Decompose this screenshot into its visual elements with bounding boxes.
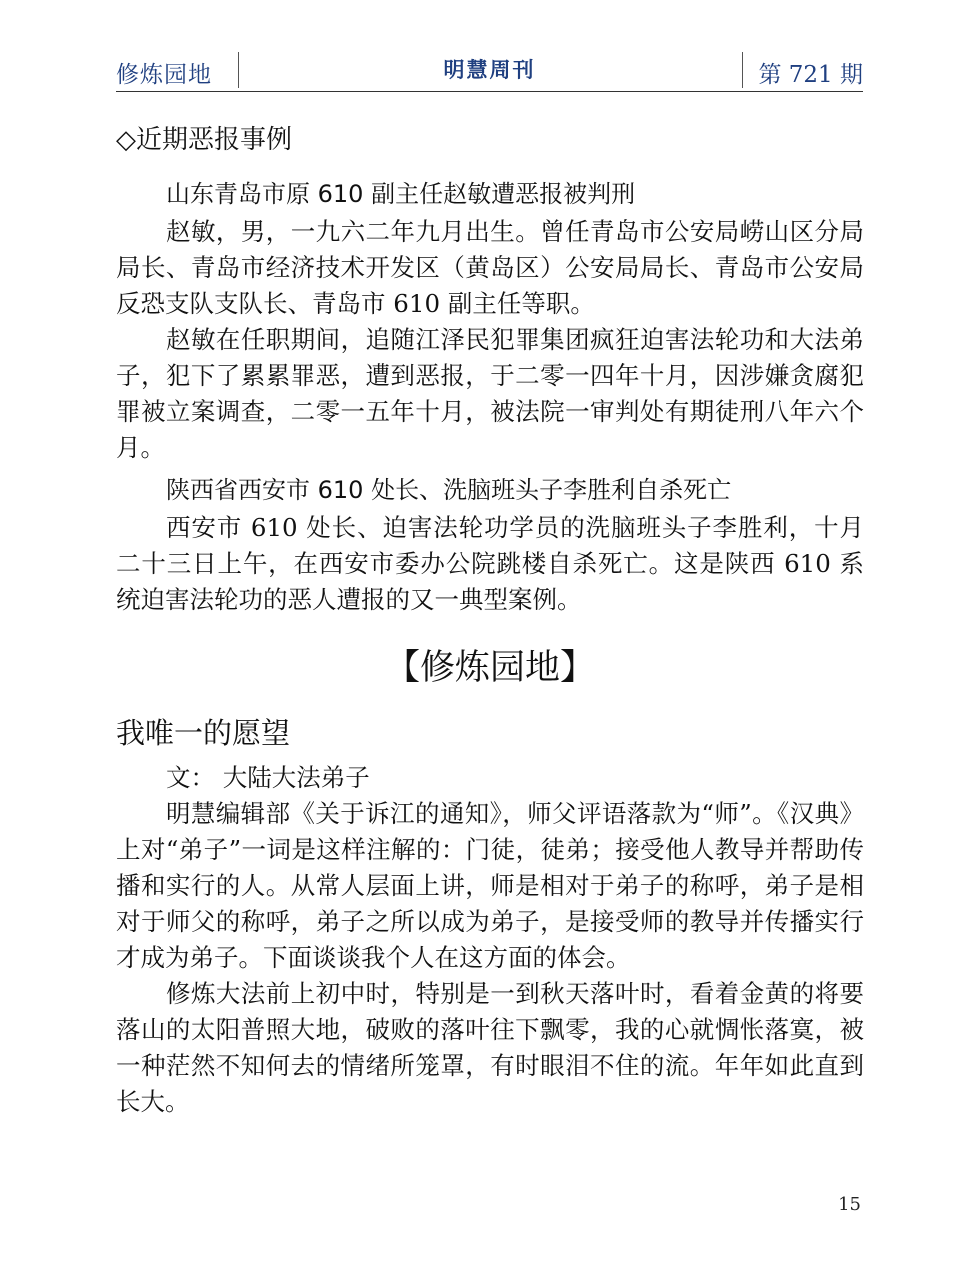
section-label: 修炼园地 (116, 62, 212, 88)
page-number: 15 (838, 1194, 861, 1215)
news-item-title: 山东青岛市原 610 副主任赵敏遭恶报被判刑 (166, 180, 636, 208)
news-paragraph: 西安市 610 处长、迫害法轮功学员的洗脑班头子李胜利，十月二十三日上午，在西安市委办公院跳楼自杀死亡。这是陕西 610 系统迫害法轮功的恶人遭报的又一典型案例。 (116, 513, 864, 614)
article-paragraph: 明慧编辑部《关于诉江的通知》，师父评语落款为“师”。《汉典》上对“弟子”一词是这样注解的：门徒，徒弟；接受他人教导并帮助传播和实行的人。从常人层面上讲，师是相对于弟子的称呼，弟子是相对于师父的称呼，弟子之所以成为弟子，是接受师的教导并传播实行才成为弟子。下面谈谈我个人在这方面的体会。 (116, 799, 864, 972)
article-title: 我唯一的愿望 (116, 716, 291, 750)
article-byline: 文： 大陆大法弟子 (166, 763, 370, 792)
news-paragraph: 赵敏，男，一九六二年九月出生。曾任青岛市公安局崂山区分局局长、青岛市经济技术开发区（黄岛区）公安局局长、青岛市公安局反恐支队支队长、青岛市 610 副主任等职。 (116, 217, 864, 318)
column-title: 【修炼园地】 (384, 648, 595, 688)
issue-label: 第 721 期 (758, 62, 863, 88)
magazine-title: 明慧周刊 (443, 58, 536, 82)
header-divider-right (742, 52, 743, 88)
article-paragraph: 修炼大法前上初中时，特别是一到秋天落叶时，看着金黄的将要落山的太阳普照大地，破败的落叶往下飘零，我的心就惆怅落寞，被一种茫然不知何去的情绪所笼罩，有时眼泪不住的流。年年如此直到长大。 (116, 979, 864, 1116)
page-content (116, 118, 864, 1120)
news-section-heading: ◇近期恶报事例 (116, 125, 292, 155)
header-rule (116, 91, 863, 92)
news-paragraph: 赵敏在任职期间，追随江泽民犯罪集团疯狂迫害法轮功和大法弟子，犯下了累累罪恶，遭到恶报，于二零一四年十月，因涉嫌贪腐犯罪被立案调查，二零一五年十月，被法院一审判处有期徒刑八年六个月。 (116, 325, 864, 462)
news-item-title: 陕西省西安市 610 处长、洗脑班头子李胜利自杀死亡 (166, 476, 732, 504)
page-header (116, 50, 863, 92)
